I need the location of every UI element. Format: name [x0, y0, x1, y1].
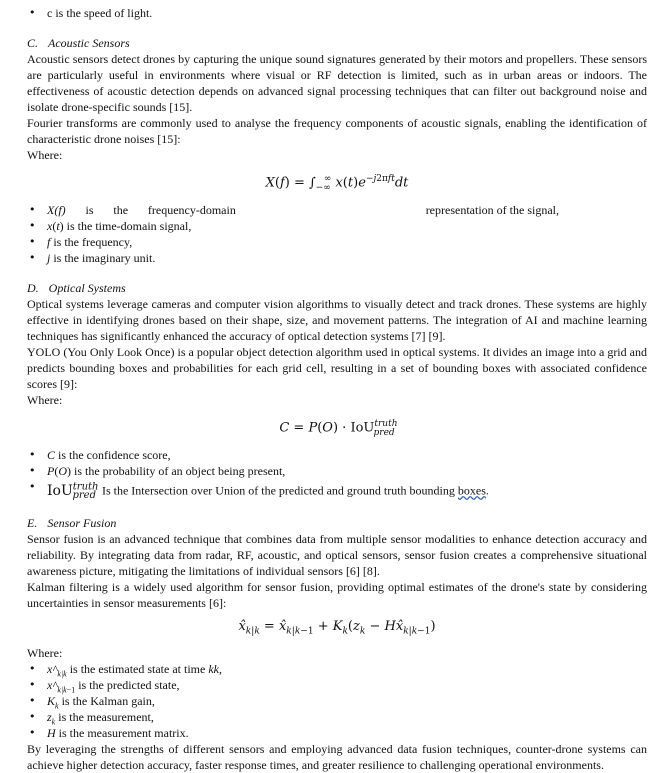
- section-e-paragraph-1: Sensor fusion is an advanced technique that combines data from multiple sensor modalities to enhance detection accuracy and reliability. By integrating data from radar, RF, acoustic, and optical sensors, sensor fusion creates a comprehensive situational awareness picture, mitigating the limitations of individual sensors [6] [8].: [27, 531, 647, 578]
- kalman-equation: $x̂_{k|k}$ = $x̂_{k|k-1} + K_k(z_k$ − $Hx̂_{k|k-1}$): [238, 618, 436, 637]
- list-item: • P(O) is the probability of an object being present,: [27, 463, 647, 479]
- section-c-heading: [27, 35, 647, 51]
- section-d-where: Where:: [27, 392, 63, 407]
- document-page: [27, 5, 647, 773]
- section-e-title: Sensor Fusion: [47, 515, 117, 530]
- kalman-variables-list: [27, 661, 647, 741]
- list-item: • IoU$^{truth}_{pred}$ Is the Intersection over Union of the predicted and ground truth bounding boxes.: [27, 479, 647, 501]
- section-d-paragraph-2: YOLO (You Only Look Once) is a popular object detection algorithm used in optical systems. It divides an image into a grid and predicts bounding boxes and probabilities for each grid cell, resulting in a set of bounding boxes with associated confidence scores [9]:: [27, 344, 647, 391]
- section-e-heading: [27, 515, 647, 531]
- fourier-equation: $X(f) = \int_{-\infty}^\infty$ $x(t)e^{-j2\pi ft}dt$: [265, 174, 409, 193]
- section-c-where: Where:: [27, 148, 63, 162]
- list-item: • $x\^{}_{k|k}$ is the estimated state at time kk,: [27, 661, 647, 677]
- yolo-variables-list: [27, 447, 647, 501]
- list-item: • $x\^{}_{k|k-1}$ is the predicted state,: [27, 677, 647, 693]
- list-item: • $z_k$ is the measurement,: [27, 709, 647, 725]
- fourier-variables-list: [27, 202, 647, 266]
- speed-of-light-list: [27, 5, 647, 21]
- section-c-letter: C.: [27, 36, 39, 50]
- yolo-confidence-equation: C = P(O) · IoU$^{truth}_{pred}$: [279, 418, 398, 438]
- section-e-letter: E.: [27, 515, 38, 530]
- list-item: • x(t) is the time-domain signal,: [27, 218, 647, 234]
- list-item: • j is the imaginary unit.: [27, 250, 647, 266]
- list-item: • f is the frequency,: [27, 234, 647, 250]
- section-c-paragraph-1: Acoustic sensors detect drones by capturing the unique sound signatures generated by their motors and propellers. These sensors are particularly useful in environments where visual or RF detection is limited, such as in urban areas or indoors. The effectiveness of acoustic detection depends on advanced signal processing techniques that can filter out background noise and isolate drone-specific sounds [15].: [27, 52, 647, 114]
- section-c-paragraph-2: Fourier transforms are commonly used to analyse the frequency components of acoustic signals, enabling the identification of characteristic drone noises [15]:: [27, 116, 647, 146]
- section-e-closing-paragraph: By leveraging the strengths of different sensors and employing advanced data fusion techniques, counter-drone systems can achieve higher detection accuracy, faster response times, and greater resilience to challenging operational environments.: [27, 742, 647, 773]
- list-item: • X(f) is the frequency-domain representation of the signal,: [27, 202, 647, 218]
- section-e-paragraph-2: Kalman filtering is a widely used algorithm for sensor fusion, providing optimal estimates of the drone's state by considering uncertainties in sensor measurements [6]:: [27, 579, 647, 610]
- list-item: • $K_k$ is the Kalman gain,: [27, 693, 647, 709]
- section-d-paragraph-1: Optical systems leverage cameras and computer vision algorithms to visually detect and track drones. These systems are highly effective in identifying drones based on their shape, size, and movement patterns. The integration of AI and machine learning techniques has significantly enhanced the accuracy of optical detection systems [7] [9].: [27, 296, 647, 343]
- list-item: [27, 5, 647, 21]
- list-item: • C is the confidence score,: [27, 447, 647, 463]
- top-bullet-text: c is the speed of light.: [47, 6, 153, 20]
- section-d-title: Optical Systems: [48, 280, 126, 295]
- section-d-heading: [27, 280, 647, 296]
- section-d-letter: D.: [27, 280, 39, 295]
- section-c-title: Acoustic Sensors: [48, 36, 130, 50]
- list-item: • H is the measurement matrix.: [27, 725, 647, 741]
- section-e-where: Where:: [27, 646, 63, 661]
